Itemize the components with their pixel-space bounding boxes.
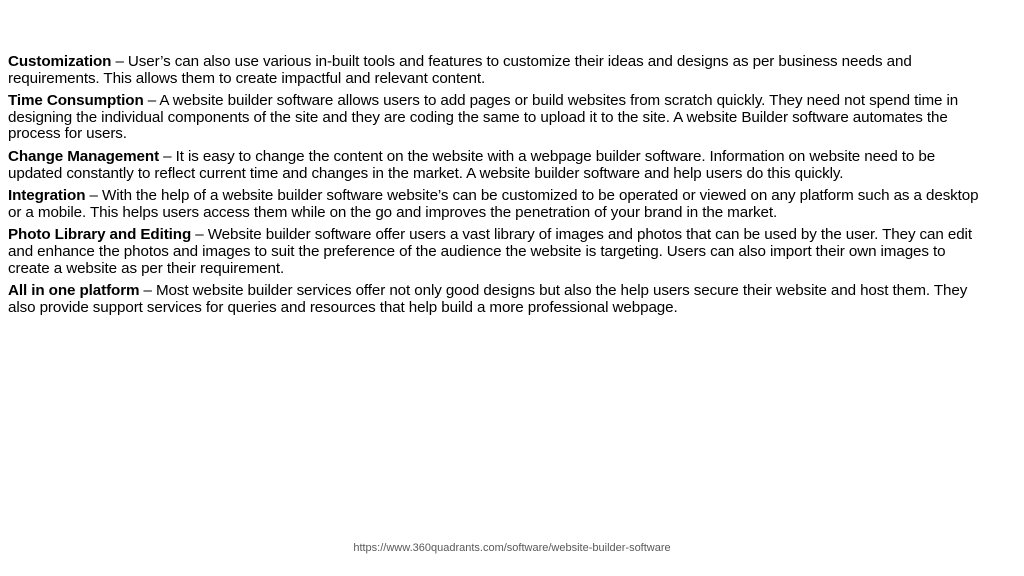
term-change-management: Change Management [8, 147, 160, 165]
paragraph-change-management [8, 149, 988, 182]
paragraph-time-consumption [8, 93, 988, 143]
slide-content [8, 54, 988, 322]
term-integration: Integration [8, 187, 86, 205]
description-photo-library: – Website builder software offer users a vast library of images and photos that can be used by the user. They can edit and enhance the photos and images to suit the preference of the audience the website is targeting. Users can also import their own images to create a website as per their requirement. [8, 226, 972, 277]
paragraph-photo-library [8, 227, 988, 277]
description-integration: – With the help of a website builder software website’s can be customized to be operated or viewed on any platform such as a desktop or a mobile. This helps users access them while on the go and improves the penetration of your brand in the market. [8, 187, 979, 221]
term-customization: Customization [8, 53, 112, 70]
description-change-management: – It is easy to change the content on the website with a webpage builder software. Information on website need to be updated constantly to reflect current time and changes in the market. A website builder software and help users do this quickly. [8, 147, 936, 182]
paragraph-all-in-one [8, 283, 988, 316]
paragraph-integration [8, 188, 988, 221]
description-all-in-one: – Most website builder services offer not only good designs but also the help users secure their website and host them. They also provide support services for queries and resources that help build a more professional webpage. [8, 282, 968, 316]
paragraph-customization [8, 54, 988, 87]
description-customization: – User’s can also use various in-built tools and features to customize their ideas and designs as per business needs and requirements. This allows them to create impactful and relevant content. [8, 53, 912, 87]
source-url-footer: https://www.360quadrants.com/software/website-builder-software [353, 542, 671, 554]
description-time-consumption: – A website builder software allows users to add pages or build websites from scratch quickly. They need not spend time in designing the individual components of the site and they are coding the same to upload it to the site. A website Builder software automates the process for users. [8, 92, 959, 143]
term-all-in-one: All in one platform [8, 282, 140, 300]
term-time-consumption: Time Consumption [8, 92, 144, 110]
term-photo-library: Photo Library and Editing [8, 226, 192, 244]
